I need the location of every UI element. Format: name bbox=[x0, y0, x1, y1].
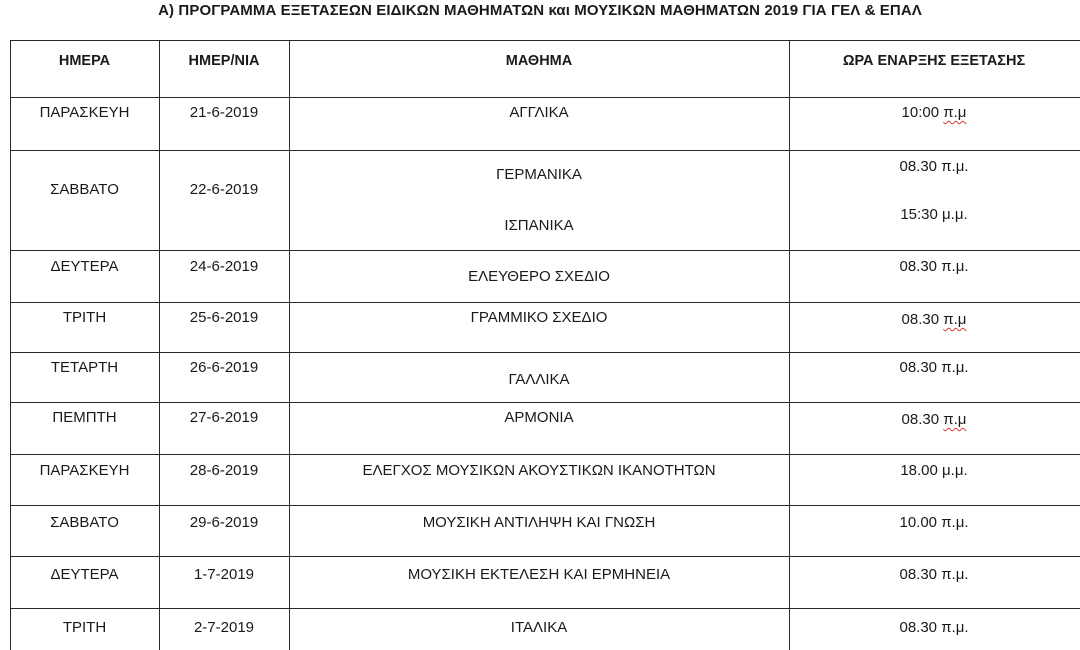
row-divider bbox=[10, 150, 1080, 151]
row-divider bbox=[10, 556, 1080, 557]
date-cell: 24-6-2019 bbox=[189, 258, 259, 275]
subject-cell: ΙΤΑΛΙΚΑ bbox=[510, 619, 568, 636]
time-value: 08.30 bbox=[901, 411, 944, 428]
time-unit: π.μ bbox=[943, 104, 967, 121]
subject-cell: ΑΡΜΟΝΙΑ bbox=[504, 409, 574, 426]
row-divider bbox=[10, 352, 1080, 353]
time-cell-second: 15:30 μ.μ. bbox=[900, 206, 968, 223]
date-cell: 26-6-2019 bbox=[189, 359, 259, 376]
time-unit: π.μ bbox=[943, 411, 967, 428]
time-value: 10:00 bbox=[901, 104, 944, 121]
date-cell: 2-7-2019 bbox=[193, 619, 255, 636]
subject-cell: ΓΡΑΜΜΙΚΟ ΣΧΕΔΙΟ bbox=[470, 309, 608, 326]
row-divider bbox=[10, 505, 1080, 506]
header-date: ΗΜΕΡ/ΝΙΑ bbox=[188, 53, 260, 69]
time-cell: 08.30 π.μ. bbox=[899, 258, 969, 275]
page-title: Α) ΠΡΟΓΡΑΜΜΑ ΕΞΕΤΑΣΕΩΝ ΕΙΔΙΚΩΝ ΜΑΘΗΜΑΤΩΝ και ΜΟΥΣΙΚΩΝ ΜΑΘΗΜΑΤΩΝ 2019 ΓΙΑ ΓΕΛ & ΕΠΑΛ bbox=[158, 2, 922, 19]
day-cell: ΣΑΒΒΑΤΟ bbox=[50, 514, 119, 531]
table-border bbox=[10, 40, 1080, 650]
date-cell: 1-7-2019 bbox=[193, 566, 255, 583]
header-day: ΗΜΕΡΑ bbox=[58, 53, 111, 69]
date-cell: 28-6-2019 bbox=[189, 462, 259, 479]
column-divider bbox=[289, 40, 290, 650]
subject-cell: ΕΛΕΥΘΕΡΟ ΣΧΕΔΙΟ bbox=[468, 268, 610, 285]
day-cell: ΤΡΙΤΗ bbox=[62, 619, 107, 636]
subject-cell: ΓΕΡΜΑΝΙΚΑ bbox=[496, 166, 582, 183]
row-divider bbox=[10, 454, 1080, 455]
date-cell: 29-6-2019 bbox=[189, 514, 259, 531]
subject-cell: ΜΟΥΣΙΚΗ ΕΚΤΕΛΕΣΗ ΚΑΙ ΕΡΜΗΝΕΙΑ bbox=[407, 566, 671, 583]
day-cell: ΤΡΙΤΗ bbox=[62, 309, 107, 326]
header-subject: ΜΑΘΗΜΑ bbox=[505, 53, 573, 69]
day-cell: ΠΕΜΠΤΗ bbox=[52, 409, 117, 426]
date-cell: 27-6-2019 bbox=[189, 409, 259, 426]
time-cell: 08.30 π.μ. bbox=[899, 619, 969, 636]
row-divider bbox=[10, 302, 1080, 303]
subject-cell: ΕΛΕΓΧΟΣ ΜΟΥΣΙΚΩΝ ΑΚΟΥΣΤΙΚΩΝ ΙΚΑΝΟΤΗΤΩΝ bbox=[362, 462, 716, 479]
time-unit: π.μ bbox=[943, 311, 967, 328]
time-cell: 08.30 π.μ. bbox=[899, 359, 969, 376]
subject-cell-second: ΙΣΠΑΝΙΚΑ bbox=[504, 217, 574, 234]
row-divider bbox=[10, 402, 1080, 403]
column-divider bbox=[159, 40, 160, 650]
date-cell: 25-6-2019 bbox=[189, 309, 259, 326]
time-cell: 08.30 π.μ. bbox=[899, 566, 969, 583]
day-cell: ΠΑΡΑΣΚΕΥΗ bbox=[39, 462, 130, 479]
time-cell bbox=[789, 311, 1079, 329]
time-cell: 10.00 π.μ. bbox=[899, 514, 969, 531]
day-cell: ΤΕΤΑΡΤΗ bbox=[50, 359, 119, 376]
row-divider bbox=[10, 608, 1080, 609]
date-cell: 22-6-2019 bbox=[189, 181, 259, 198]
header-time: ΩΡΑ ΕΝΑΡΞΗΣ ΕΞΕΤΑΣΗΣ bbox=[842, 53, 1026, 69]
date-cell: 21-6-2019 bbox=[189, 104, 259, 121]
time-value: 08.30 bbox=[901, 311, 944, 328]
day-cell: ΔΕΥΤΕΡΑ bbox=[50, 258, 119, 275]
day-cell: ΠΑΡΑΣΚΕΥΗ bbox=[39, 104, 130, 121]
day-cell: ΔΕΥΤΕΡΑ bbox=[50, 566, 119, 583]
row-divider bbox=[10, 250, 1080, 251]
time-cell: 18.00 μ.μ. bbox=[900, 462, 968, 479]
time-cell bbox=[789, 104, 1079, 122]
subject-cell: ΜΟΥΣΙΚΗ ΑΝΤΙΛΗΨΗ ΚΑΙ ΓΝΩΣΗ bbox=[422, 514, 656, 531]
day-cell: ΣΑΒΒΑΤΟ bbox=[50, 181, 119, 198]
column-divider bbox=[789, 40, 790, 650]
time-cell bbox=[789, 411, 1079, 429]
row-divider bbox=[10, 97, 1080, 98]
subject-cell: ΑΓΓΛΙΚΑ bbox=[509, 104, 569, 121]
subject-cell: ΓΑΛΛΙΚΑ bbox=[508, 371, 570, 388]
time-cell: 08.30 π.μ. bbox=[899, 158, 969, 175]
